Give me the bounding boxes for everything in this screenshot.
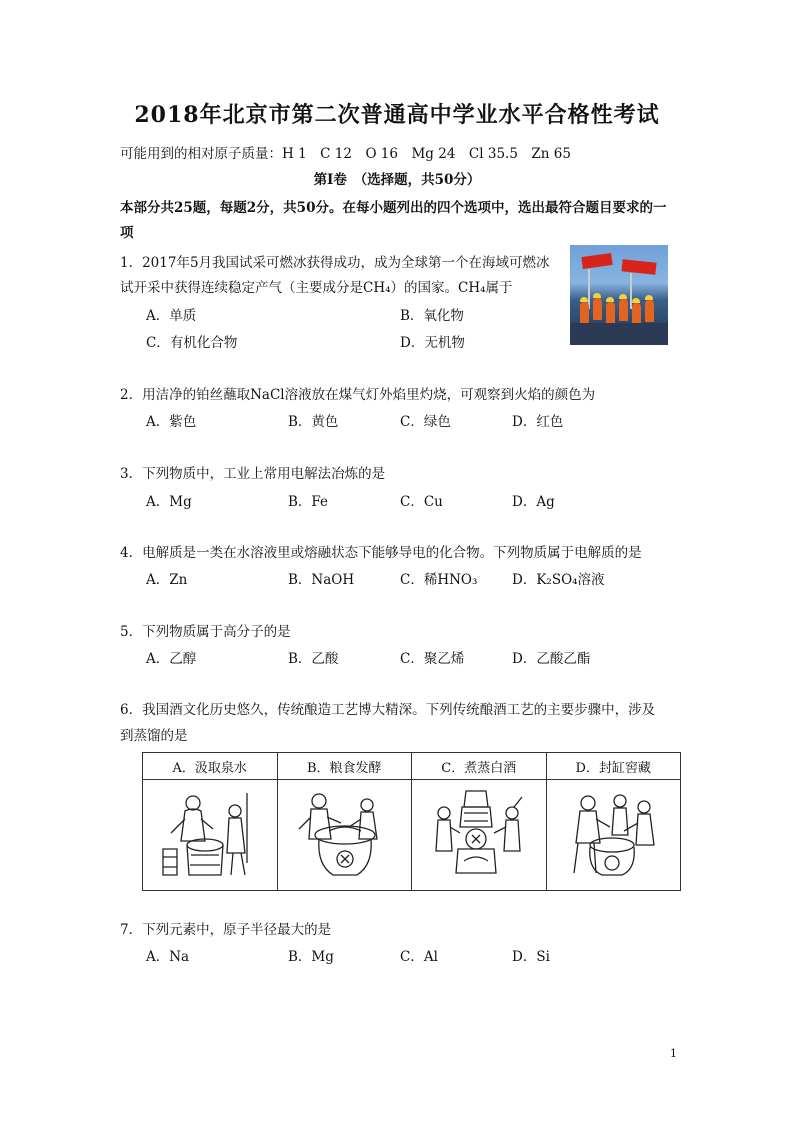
q7-option-d: D．Si <box>512 949 550 965</box>
q4-option-c: C．稀HNO₃ <box>400 572 478 588</box>
q2-option-a: A．紫色 <box>146 414 197 430</box>
fermentation-illustration <box>289 783 399 883</box>
drawing-water-illustration <box>155 783 265 883</box>
q4-option-d: D．K₂SO₄溶液 <box>512 572 605 588</box>
q1-photo <box>570 245 668 345</box>
q2-option-c: C．绿色 <box>400 414 451 430</box>
q6-text-line-2: 到蒸馏的是 <box>120 728 188 744</box>
q1-option-b: B．氧化物 <box>400 308 464 324</box>
q6-illustration-c <box>412 780 547 891</box>
q7-text: 7．下列元素中，原子半径最大的是 <box>120 922 332 938</box>
q6-options-table <box>142 752 681 891</box>
q4-text: 4．电解质是一类在水溶液里或熔融状态下能够导电的化合物。下列物质属于电解质的是 <box>120 545 642 561</box>
q6-option-c: C．煮蒸白酒 <box>412 753 547 780</box>
q7-option-a: A．Na <box>146 949 190 965</box>
q6-illustration-a <box>143 780 278 891</box>
q7-option-b: B．Mg <box>288 949 334 965</box>
distilling-illustration <box>424 783 534 883</box>
q3-option-c: C．Cu <box>400 494 443 510</box>
q6-text-line-1: 6．我国酒文化历史悠久，传统酿造工艺博大精深。下列传统酿酒工艺的主要步骤中，涉及 <box>120 702 656 718</box>
q2-option-d: D．红色 <box>512 414 564 430</box>
q1-option-d: D．无机物 <box>400 335 465 351</box>
exam-title: 2018年北京市第二次普通高中学业水平合格性考试 <box>134 102 660 128</box>
q7-option-c: C．Al <box>400 949 438 965</box>
page-number: 1 <box>670 1047 677 1060</box>
q6-illustration-d <box>546 780 681 891</box>
q6-option-d: D．封缸窖藏 <box>546 753 681 780</box>
q4-option-b: B．NaOH <box>288 572 355 588</box>
q5-option-c: C．聚乙烯 <box>400 651 465 667</box>
q1-option-a: A．单质 <box>146 308 197 324</box>
q5-option-d: D．乙酸乙酯 <box>512 651 591 667</box>
q3-option-d: D．Ag <box>512 494 555 510</box>
q5-option-a: A．乙醇 <box>146 651 197 667</box>
q1-text-line-2: 试开采中获得连续稳定产气（主要成分是CH₄）的国家。CH₄属于 <box>120 280 513 296</box>
q6-illustration-b <box>277 780 412 891</box>
q6-option-b: B．粮食发酵 <box>277 753 412 780</box>
atomic-mass-line: 可能用到的相对原子质量：H 1 C 12 O 16 Mg 24 Cl 35.5 Zn 65 <box>120 146 571 162</box>
q1-text-line-1: 1．2017年5月我国试采可燃冰获得成功，成为全球第一个在海域可燃冰 <box>120 255 550 271</box>
q5-option-b: B．乙酸 <box>288 651 339 667</box>
q3-option-b: B．Fe <box>288 494 329 510</box>
q6-option-a: A．汲取泉水 <box>143 753 278 780</box>
q3-text: 3．下列物质中，工业上常用电解法冶炼的是 <box>120 466 386 482</box>
q1-option-c: C．有机化合物 <box>146 335 238 351</box>
instructions-line-2: 项 <box>120 225 134 241</box>
q2-option-b: B．黄色 <box>288 414 339 430</box>
sealing-jar-illustration <box>558 783 668 883</box>
section-title: 第Ⅰ卷 （选择题，共50分） <box>313 172 481 188</box>
q4-option-a: A．Zn <box>146 572 188 588</box>
q3-option-a: A．Mg <box>146 494 192 510</box>
instructions-line-1: 本部分共25题，每题2分，共50分。在每小题列出的四个选项中，选出最符合题目要求的一 <box>120 200 667 216</box>
q2-text: 2．用洁净的铂丝蘸取NaCl溶液放在煤气灯外焰里灼烧，可观察到火焰的颜色为 <box>120 387 596 403</box>
q5-text: 5．下列物质属于高分子的是 <box>120 624 291 640</box>
